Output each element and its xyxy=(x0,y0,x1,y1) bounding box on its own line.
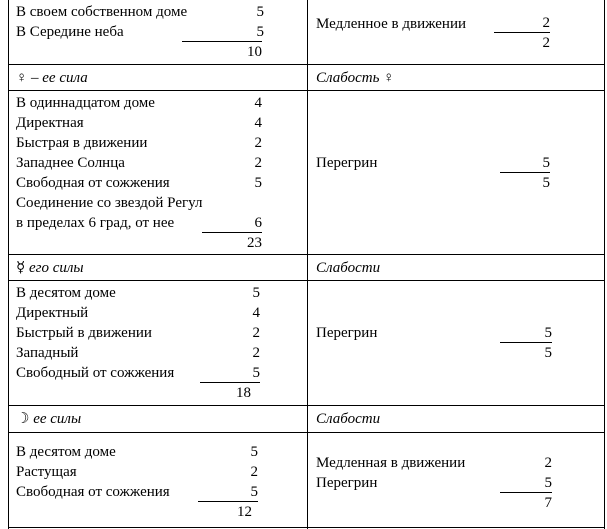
sum-underline xyxy=(200,382,260,383)
venus-icon: ♀ xyxy=(16,70,28,86)
header-strengths: ☿ его силы xyxy=(16,260,84,276)
sum-underline xyxy=(202,232,262,233)
list-item-value: 4 xyxy=(254,115,262,131)
header-strengths: ☽ ее силы xyxy=(16,411,82,427)
header-weaknesses: Слабость ♀ xyxy=(316,70,395,86)
list-item-label: Медленное в движении xyxy=(316,16,466,32)
list-item-label: В Середине неба xyxy=(16,24,124,40)
list-item-value: 2 xyxy=(254,155,262,171)
list-item-value: 6 xyxy=(254,215,262,231)
moon-icon: ☽ xyxy=(16,411,30,427)
list-item-value: 2 xyxy=(544,455,552,471)
list-item-value: 5 xyxy=(542,155,550,171)
list-item-label: В одиннадцатом доме xyxy=(16,95,155,111)
list-item-value: 5 xyxy=(254,175,262,191)
section-total: 5 xyxy=(544,345,552,361)
section-total: 10 xyxy=(247,44,262,60)
row-divider-3 xyxy=(8,254,605,255)
row-divider-5 xyxy=(8,405,605,406)
table-right-border xyxy=(604,0,605,529)
list-item-label: Директная xyxy=(16,115,84,131)
list-item-label: Западный xyxy=(16,345,79,361)
sum-underline xyxy=(494,32,550,33)
row-divider-2 xyxy=(8,90,605,91)
list-item-label: В десятом доме xyxy=(16,444,116,460)
row-divider-4 xyxy=(8,280,605,281)
list-item-label: В десятом доме xyxy=(16,285,116,301)
list-item-label: Соединение со звездой Регул xyxy=(16,195,203,211)
table-left-border xyxy=(8,0,9,529)
list-item-label: Свободная от сожжения xyxy=(16,484,170,500)
list-item-label: Директный xyxy=(16,305,89,321)
list-item-label: Быстрый в движении xyxy=(16,325,152,341)
table-bottom-border xyxy=(8,527,605,528)
list-item-label: в пределах 6 град, от нее xyxy=(16,215,175,231)
list-item-label: Перегрин xyxy=(316,475,378,491)
sum-underline xyxy=(500,492,552,493)
list-item-label: Медленная в движении xyxy=(316,455,466,471)
list-item-label: Свободная от сожжения xyxy=(16,175,170,191)
list-item-label: В своем собственном доме xyxy=(16,4,188,20)
section-total: 2 xyxy=(542,35,550,51)
row-divider-6 xyxy=(8,432,605,433)
list-item-value: 5 xyxy=(256,4,264,20)
row-divider-1 xyxy=(8,64,605,65)
list-item-label: Быстрая в движении xyxy=(16,135,148,151)
table-column-divider xyxy=(307,0,308,529)
list-item-value: 4 xyxy=(254,95,262,111)
mercury-icon: ☿ xyxy=(16,260,26,276)
list-item-value: 2 xyxy=(254,135,262,151)
list-item-value: 2 xyxy=(542,15,550,31)
list-item-value: 5 xyxy=(252,285,260,301)
list-item-label: Растущая xyxy=(16,464,77,480)
list-item-label: Западнее Солнца xyxy=(16,155,125,171)
section-total: 7 xyxy=(544,495,552,511)
list-item-label: Перегрин xyxy=(316,155,378,171)
list-item-value: 5 xyxy=(252,365,260,381)
sum-underline xyxy=(500,342,552,343)
list-item-label: Перегрин xyxy=(316,325,378,341)
list-item-value: 2 xyxy=(252,345,260,361)
venus-icon: ♀ xyxy=(383,70,395,86)
list-item-value: 5 xyxy=(544,325,552,341)
section-total: 5 xyxy=(542,175,550,191)
sum-underline xyxy=(182,41,262,42)
list-item-value: 5 xyxy=(544,475,552,491)
sum-underline xyxy=(500,172,550,173)
section-total: 12 xyxy=(237,504,252,520)
list-item-value: 2 xyxy=(250,464,258,480)
list-item-value: 5 xyxy=(250,484,258,500)
section-total: 23 xyxy=(247,235,262,251)
sum-underline xyxy=(198,501,258,502)
header-weaknesses: Слабости xyxy=(316,260,381,276)
list-item-value: 5 xyxy=(250,444,258,460)
list-item-value: 4 xyxy=(252,305,260,321)
list-item-value: 2 xyxy=(252,325,260,341)
list-item-label: Свободный от сожжения xyxy=(16,365,175,381)
section-total: 18 xyxy=(236,385,251,401)
header-weaknesses: Слабости xyxy=(316,411,381,427)
header-strengths: ♀ – ее сила xyxy=(16,70,88,86)
list-item-value: 5 xyxy=(256,24,264,40)
